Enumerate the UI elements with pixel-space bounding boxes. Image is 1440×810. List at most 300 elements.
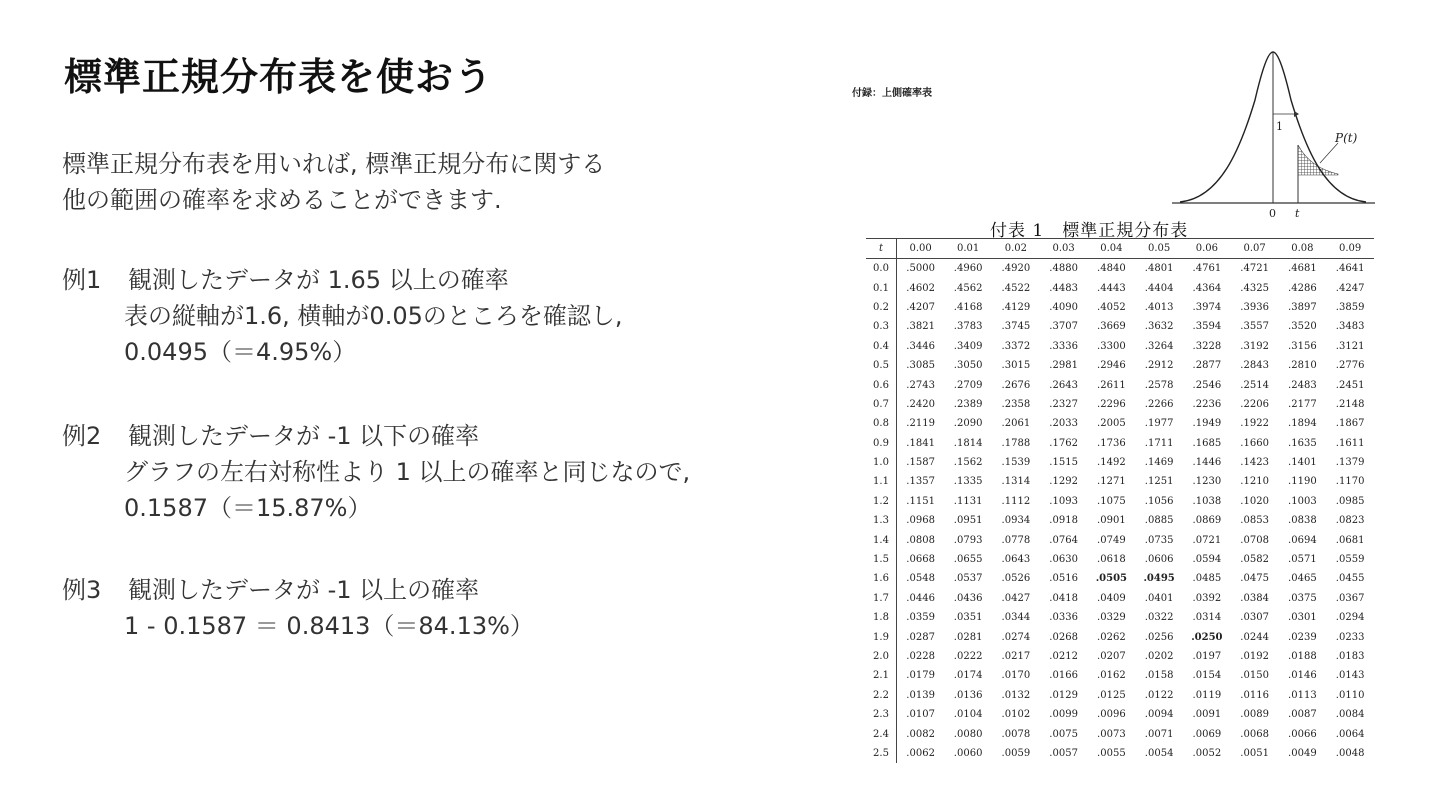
table-cell: .1170: [1335, 476, 1365, 488]
table-cell: .0066: [1288, 728, 1317, 740]
table-cell: .3050: [953, 360, 983, 372]
table-cell: .2981: [1049, 360, 1078, 372]
table-cell: .4013: [1144, 301, 1174, 313]
table-cell: .3974: [1192, 301, 1222, 313]
table-cell: .4761: [1192, 263, 1222, 275]
table-row: [866, 705, 1374, 724]
table-cell: .1075: [1097, 495, 1126, 507]
table-cell: .4562: [953, 282, 983, 294]
table-body: [866, 259, 1374, 764]
table-cell: .0606: [1144, 554, 1174, 566]
table-cell: .0446: [906, 592, 935, 604]
table-row-header: 1.8: [866, 608, 897, 627]
table-cell: .4483: [1049, 282, 1078, 294]
table-cell: .3632: [1144, 321, 1174, 333]
table-cell: .0069: [1192, 728, 1222, 740]
table-cell: .0571: [1288, 554, 1317, 566]
table-cell: .2843: [1240, 360, 1269, 372]
table-cell: .2643: [1049, 379, 1078, 391]
table-cell: .0537: [953, 573, 983, 585]
table-cell: .1469: [1144, 457, 1174, 469]
table-cell: .0336: [1049, 612, 1078, 624]
table-cell: .2389: [953, 398, 983, 410]
table-cell: .0239: [1288, 631, 1317, 643]
example-heading: 観測したデータが -1 以上の確率: [128, 576, 480, 604]
table-cell: .0749: [1097, 534, 1126, 546]
table-header-row: [866, 239, 1374, 259]
table-cell: .0548: [906, 573, 935, 585]
table-cell: .4721: [1240, 263, 1269, 275]
table-row-header: 0.1: [866, 278, 897, 297]
table-cell: .0869: [1192, 515, 1222, 527]
table-row-header: 1.9: [866, 627, 897, 646]
table-cell: .0436: [953, 592, 983, 604]
table-cell: .0951: [953, 515, 983, 527]
table-cell: .5000: [906, 263, 935, 275]
table-cell: .0150: [1240, 670, 1269, 682]
table-cell: .1685: [1192, 437, 1222, 449]
example-label: 例3: [62, 576, 102, 604]
table-cell: .0192: [1240, 651, 1269, 662]
table-cell: .1492: [1097, 457, 1126, 469]
table-row: [866, 569, 1374, 588]
table-cell: .1814: [953, 437, 983, 449]
table-cell: .2266: [1144, 398, 1174, 410]
table-row-header: 0.8: [866, 414, 897, 433]
table-cell: .4522: [1001, 282, 1031, 294]
table-cell: .0655: [953, 554, 983, 566]
table-row-header: 0.9: [866, 434, 897, 453]
table-cell: .0505: [1095, 573, 1128, 585]
table-title: 付表 1 標準正規分布表: [990, 221, 1189, 241]
table-cell: .1894: [1288, 418, 1317, 430]
table-row: [866, 395, 1374, 414]
table-cell: .0048: [1335, 747, 1365, 759]
table-cell: .0068: [1240, 728, 1269, 740]
table-row: [866, 608, 1374, 627]
table-cell: .0681: [1335, 534, 1365, 546]
table-cell: .0089: [1240, 709, 1269, 721]
table-cell: .0885: [1144, 515, 1174, 527]
table-cell: .2483: [1288, 379, 1317, 391]
table-cell: .0418: [1049, 592, 1078, 604]
table-cell: .0091: [1192, 709, 1222, 721]
table-cell: .1762: [1049, 437, 1078, 449]
table-cell: .4090: [1049, 301, 1078, 313]
table-row: [866, 356, 1374, 375]
example-1: [62, 262, 623, 370]
table-cell: .0052: [1192, 747, 1222, 759]
table-cell: .0122: [1144, 689, 1174, 701]
table-cell: .0294: [1335, 612, 1365, 624]
table-cell: .2327: [1049, 398, 1078, 410]
table-cell: .0918: [1049, 515, 1078, 527]
table-row: [866, 278, 1374, 297]
table-column-header: 0.03: [1040, 239, 1088, 259]
table-cell: .1788: [1001, 437, 1031, 449]
table-cell: .3936: [1240, 301, 1269, 313]
table-cell: .0455: [1335, 573, 1365, 585]
table-row: [866, 530, 1374, 549]
table-cell: .2236: [1192, 398, 1222, 410]
table-cell: .3707: [1049, 321, 1078, 333]
table-cell: .2546: [1192, 379, 1222, 391]
table-cell: .1112: [1001, 495, 1031, 507]
table-cell: .3409: [953, 340, 983, 352]
table-cell: .1357: [906, 476, 935, 488]
table-cell: .2877: [1192, 360, 1222, 372]
table-cell: .0287: [906, 631, 935, 643]
table-cell: .3336: [1049, 340, 1078, 352]
table-cell: .0064: [1335, 728, 1365, 740]
table-cell: .0475: [1240, 573, 1269, 585]
example-label: 例1: [62, 266, 102, 294]
table-column-header: 0.08: [1279, 239, 1327, 259]
table-cell: .0384: [1240, 592, 1269, 604]
table-cell: .4247: [1335, 282, 1365, 294]
table-corner-header: t: [866, 239, 897, 259]
table-column-header: 0.06: [1183, 239, 1231, 259]
table-column-header: 0.05: [1135, 239, 1183, 259]
table-cell: .1922: [1240, 418, 1269, 430]
table-cell: .0073: [1097, 728, 1126, 740]
table-cell: .1977: [1144, 418, 1174, 430]
table-cell: .2005: [1097, 418, 1126, 430]
table-cell: .2148: [1335, 398, 1365, 410]
table-cell: .2090: [953, 418, 983, 430]
table-cell: .3669: [1097, 321, 1126, 333]
table-cell: .0110: [1335, 689, 1365, 701]
table-cell: .0217: [1001, 651, 1031, 662]
table-cell: .2611: [1097, 379, 1126, 391]
table-cell: .4325: [1240, 282, 1269, 294]
table-cell: .0901: [1097, 515, 1126, 527]
table-cell: .0094: [1144, 709, 1174, 721]
table-cell: .4880: [1049, 263, 1078, 275]
table-cell: .1611: [1335, 437, 1365, 449]
table-row-header: 2.3: [866, 705, 897, 724]
table-cell: .0322: [1144, 612, 1174, 624]
table-cell: .0084: [1335, 709, 1365, 721]
table-cell: .1711: [1144, 437, 1174, 449]
table-cell: .3372: [1001, 340, 1031, 352]
table-cell: .0793: [953, 534, 983, 546]
table-row: [866, 724, 1374, 743]
table-cell: .0344: [1001, 612, 1031, 624]
table-cell: .3783: [953, 321, 983, 333]
table-row-header: 1.6: [866, 569, 897, 588]
table-cell: .1151: [906, 495, 935, 507]
appendix-label: 付録：上側確率表: [852, 88, 932, 99]
table-cell: .3483: [1335, 321, 1365, 333]
table-cell: .3300: [1097, 340, 1126, 352]
table-cell: .0307: [1240, 612, 1269, 624]
table-cell: .0262: [1097, 631, 1126, 643]
table-cell: .2743: [906, 379, 935, 391]
table-cell: .0274: [1001, 631, 1031, 643]
table-cell: .0078: [1001, 728, 1031, 740]
table-cell: .1271: [1097, 476, 1126, 488]
table-cell: .1020: [1240, 495, 1269, 507]
table-cell: .0057: [1049, 747, 1078, 759]
table-cell: .4840: [1097, 263, 1126, 275]
table-row-header: 2.5: [866, 744, 897, 763]
table-cell: .3897: [1288, 301, 1317, 313]
table-cell: .0125: [1097, 689, 1126, 701]
table-cell: .1401: [1288, 457, 1317, 469]
table-cell: .1867: [1335, 418, 1365, 430]
table-row: [866, 259, 1374, 279]
table-cell: .1292: [1049, 476, 1078, 488]
table-cell: .0207: [1097, 651, 1126, 662]
table-cell: .0281: [953, 631, 983, 643]
table-cell: .3015: [1001, 360, 1031, 372]
table-cell: .1841: [906, 437, 935, 449]
table-cell: .0838: [1288, 515, 1317, 527]
table-cell: .2296: [1097, 398, 1126, 410]
table-cell: .2514: [1240, 379, 1269, 391]
table-cell: .0764: [1049, 534, 1078, 546]
table-cell: .0139: [906, 689, 935, 701]
table-cell: .0136: [953, 689, 983, 701]
table-cell: .3859: [1335, 301, 1365, 313]
table-cell: .4602: [906, 282, 935, 294]
table-cell: .3594: [1192, 321, 1222, 333]
table-cell: .0146: [1288, 670, 1317, 682]
table-cell: .4404: [1144, 282, 1174, 294]
table-cell: .0188: [1288, 651, 1317, 662]
table-cell: .4129: [1001, 301, 1031, 313]
table-cell: .3156: [1288, 340, 1317, 352]
table-cell: .1314: [1001, 476, 1031, 488]
table-column-header: 0.04: [1088, 239, 1136, 259]
table-cell: .4443: [1097, 282, 1126, 294]
example-line: 1 - 0.1587 ＝ 0.8413（＝84.13%）: [124, 612, 534, 640]
table-cell: .1093: [1049, 495, 1078, 507]
table-cell: .1038: [1192, 495, 1222, 507]
table-cell: .1660: [1240, 437, 1269, 449]
table-cell: .2061: [1001, 418, 1031, 430]
table-row-header: 2.0: [866, 647, 897, 666]
table-cell: .0060: [953, 747, 983, 759]
table-cell: .0694: [1288, 534, 1317, 546]
table-cell: .0166: [1049, 670, 1078, 682]
table-row-header: 2.1: [866, 666, 897, 685]
table-row-header: 2.4: [866, 724, 897, 743]
table-cell: .0582: [1240, 554, 1269, 566]
example-line: 0.1587（＝15.87%）: [124, 494, 372, 522]
table-cell: .0329: [1097, 612, 1126, 624]
table-cell: .0968: [906, 515, 935, 527]
table-row-header: 0.0: [866, 259, 897, 279]
table-cell: .0359: [906, 612, 935, 624]
table-column-header: 0.09: [1326, 239, 1374, 259]
table-row: [866, 647, 1374, 666]
table-cell: .0132: [1001, 689, 1031, 701]
table-cell: .0202: [1144, 651, 1174, 662]
table-row: [866, 686, 1374, 705]
table-cell: .0049: [1288, 747, 1317, 759]
table-row-header: 1.4: [866, 530, 897, 549]
table-column-header: 0.00: [897, 239, 945, 259]
table-cell: .1131: [953, 495, 983, 507]
table-cell: .4801: [1144, 263, 1174, 275]
table-cell: .0250: [1191, 631, 1223, 643]
table-cell: .4920: [1001, 263, 1031, 275]
intro-line: 他の範囲の確率を求めることができます.: [62, 186, 502, 214]
table-row: [866, 414, 1374, 433]
table-cell: .0179: [906, 670, 935, 682]
normal-distribution-table: [866, 238, 1374, 763]
table-row-header: 2.2: [866, 686, 897, 705]
table-cell: .1251: [1144, 476, 1174, 488]
table-cell: .0808: [906, 534, 935, 546]
table-cell: .2033: [1049, 418, 1078, 430]
table-column-header: 0.07: [1231, 239, 1279, 259]
table-cell: .0708: [1240, 534, 1269, 546]
table-cell: .0668: [906, 554, 935, 566]
table-cell: .3121: [1335, 340, 1365, 352]
table-cell: .0233: [1335, 631, 1365, 643]
table-cell: .1190: [1288, 476, 1317, 488]
table-cell: .0853: [1240, 515, 1269, 527]
table-cell: .0465: [1288, 573, 1317, 585]
table-cell: .2946: [1097, 360, 1126, 372]
table-cell: .0174: [953, 670, 983, 682]
table-cell: .0162: [1097, 670, 1126, 682]
table-cell: .2358: [1001, 398, 1031, 410]
table-cell: .0054: [1144, 747, 1174, 759]
table-cell: .0129: [1049, 689, 1078, 701]
table-column-header: 0.01: [944, 239, 992, 259]
table-cell: .0409: [1097, 592, 1126, 604]
table-cell: .0244: [1240, 631, 1269, 643]
table-cell: .3085: [906, 360, 935, 372]
curve-label-p: P(t): [1335, 131, 1358, 145]
table-cell: .0158: [1144, 670, 1174, 682]
table-cell: .0080: [953, 728, 983, 740]
table-cell: .1587: [906, 457, 935, 469]
table-cell: .0559: [1335, 554, 1365, 566]
table-row-header: 0.5: [866, 356, 897, 375]
table-cell: .0170: [1001, 670, 1031, 682]
table-row: [866, 434, 1374, 453]
table-cell: .1423: [1240, 457, 1269, 469]
table-cell: .1379: [1335, 457, 1365, 469]
example-line: グラフの左右対称性より 1 以上の確率と同じなので,: [124, 458, 691, 486]
curve-label-t: t: [1295, 207, 1300, 220]
table-cell: .0268: [1049, 631, 1078, 643]
table-cell: .4207: [906, 301, 935, 313]
table-cell: .3228: [1192, 340, 1222, 352]
table-cell: .4960: [953, 263, 983, 275]
table-row: [866, 453, 1374, 472]
table-cell: .4681: [1288, 263, 1317, 275]
table-cell: .2206: [1240, 398, 1269, 410]
table-row: [866, 666, 1374, 685]
table-cell: .0301: [1288, 612, 1317, 624]
table-cell: .0934: [1001, 515, 1031, 527]
table-cell: .3520: [1288, 321, 1317, 333]
table-row-header: 1.2: [866, 492, 897, 511]
table-cell: .0485: [1192, 573, 1222, 585]
intro-line: 標準正規分布表を用いれば, 標準正規分布に関する: [62, 150, 606, 178]
table-cell: .0055: [1097, 747, 1126, 759]
table-row-header: 1.5: [866, 550, 897, 569]
table-cell: .1003: [1288, 495, 1317, 507]
table-cell: .1230: [1192, 476, 1222, 488]
table-cell: .4286: [1288, 282, 1317, 294]
table-row-header: 1.3: [866, 511, 897, 530]
table-cell: .1210: [1240, 476, 1269, 488]
table-row-header: 1.0: [866, 453, 897, 472]
table-cell: .2119: [906, 418, 935, 430]
table-cell: .0075: [1049, 728, 1078, 740]
table-cell: .0071: [1144, 728, 1174, 740]
table-cell: .2451: [1335, 379, 1365, 391]
intro-text: [62, 146, 605, 218]
table-cell: .2709: [953, 379, 983, 391]
table-cell: .2810: [1288, 360, 1317, 372]
table-cell: .2420: [906, 398, 935, 410]
table-cell: .0401: [1144, 592, 1174, 604]
table-cell: .2676: [1001, 379, 1031, 391]
table-cell: .0228: [906, 651, 935, 662]
table-cell: .0212: [1049, 651, 1078, 662]
table-cell: .1736: [1097, 437, 1126, 449]
table-cell: .4052: [1097, 301, 1126, 313]
example-line: 表の縦軸が1.6, 横軸が0.05のところを確認し,: [124, 302, 623, 330]
table-cell: .1562: [953, 457, 983, 469]
table-cell: .1446: [1192, 457, 1222, 469]
table-cell: .0183: [1335, 651, 1365, 662]
example-heading: 観測したデータが 1.65 以上の確率: [128, 266, 509, 294]
table-cell: .0154: [1192, 670, 1222, 682]
table-cell: .3821: [906, 321, 935, 333]
table-row-header: 0.3: [866, 317, 897, 336]
example-line: 0.0495（＝4.95%）: [124, 338, 357, 366]
normal-curve-figure: [1160, 40, 1380, 220]
table-cell: .0427: [1001, 592, 1031, 604]
table-row: [866, 375, 1374, 394]
table-cell: .0495: [1143, 573, 1175, 585]
table-cell: .0985: [1335, 495, 1365, 507]
page-title: 標準正規分布表を使おう: [64, 55, 494, 99]
table-row: [866, 550, 1374, 569]
table-cell: .3264: [1144, 340, 1174, 352]
table-cell: .0314: [1192, 612, 1222, 624]
table-cell: .3745: [1001, 321, 1031, 333]
table-cell: .4168: [953, 301, 983, 313]
table-cell: .0059: [1001, 747, 1031, 759]
table-cell: .3557: [1240, 321, 1269, 333]
curve-label-zero: 0: [1269, 207, 1276, 220]
table-cell: .3192: [1240, 340, 1269, 352]
table-row: [866, 472, 1374, 491]
table-cell: .1056: [1144, 495, 1174, 507]
table-row-header: 1.1: [866, 472, 897, 491]
table-cell: .0823: [1335, 515, 1365, 527]
table-cell: .4364: [1192, 282, 1222, 294]
table-cell: .0516: [1049, 573, 1078, 585]
table-cell: .0778: [1001, 534, 1031, 546]
table-cell: .1515: [1049, 457, 1078, 469]
table-cell: .0102: [1001, 709, 1031, 721]
pointer-line: [1320, 143, 1338, 163]
table-row: [866, 492, 1374, 511]
table-cell: .0107: [906, 709, 935, 721]
table-row: [866, 298, 1374, 317]
